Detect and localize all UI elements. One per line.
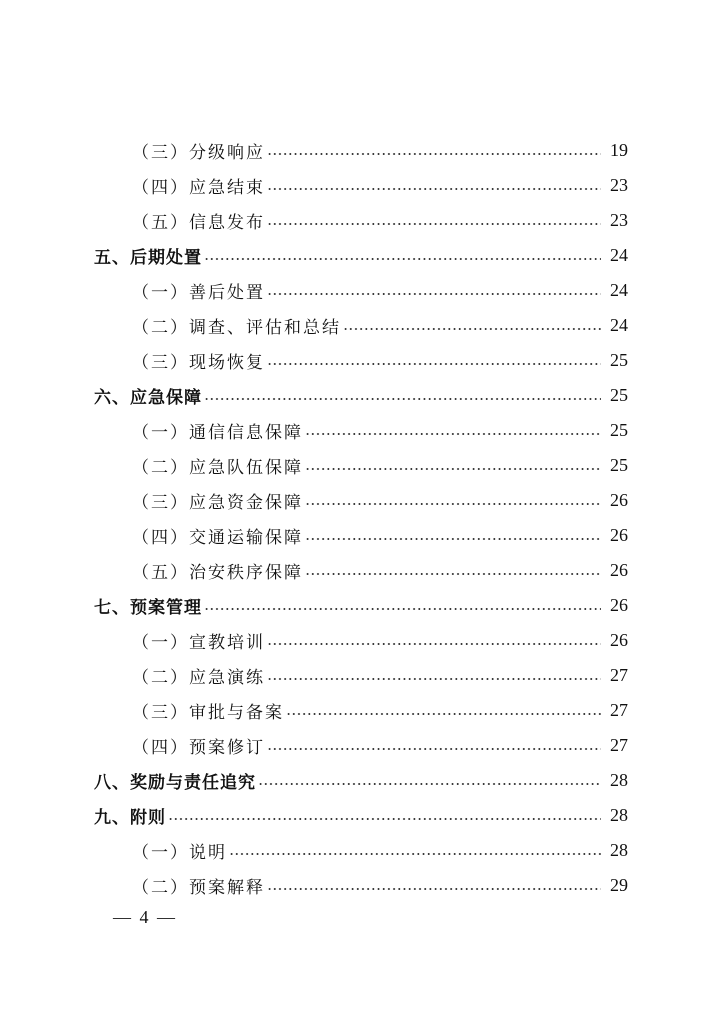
dot-leader [258, 783, 601, 785]
toc-entry-title: （三）审批与备案 [132, 703, 284, 723]
toc-entry-section-6-3 [0, 483, 724, 518]
dot-leader [267, 643, 601, 645]
dot-leader [267, 363, 601, 365]
toc-entry-title: （三）分级响应 [132, 143, 265, 163]
toc-entry-page: 25 [610, 350, 628, 370]
toc-entry-page: 25 [610, 420, 628, 440]
toc-entry-page: 28 [610, 770, 628, 790]
toc-entry-title: （三）应急资金保障 [132, 493, 303, 513]
toc-entry-page: 26 [610, 560, 628, 580]
dot-leader [267, 153, 601, 155]
dot-leader [343, 328, 601, 330]
dot-leader [267, 678, 601, 680]
toc-entry-section-7-1 [0, 623, 724, 658]
toc-entry-section-6-2 [0, 448, 724, 483]
dot-leader [305, 433, 601, 435]
toc-entry-title: （一）通信信息保障 [132, 423, 303, 443]
table-of-contents [0, 133, 724, 903]
dot-leader [305, 468, 601, 470]
toc-chapter-6 [0, 378, 724, 413]
toc-entry-page: 25 [610, 455, 628, 475]
toc-entry-title: （二）预案解释 [132, 878, 265, 898]
toc-chapter-8 [0, 763, 724, 798]
toc-chapter-title: 七、预案管理 [94, 598, 202, 618]
toc-entry-section-9-1 [0, 833, 724, 868]
toc-entry-page: 27 [610, 735, 628, 755]
toc-entry-section-9-2 [0, 868, 724, 903]
toc-chapter-title: 八、奖励与责任追究 [94, 773, 256, 793]
dot-leader [305, 538, 601, 540]
toc-entry-page: 27 [610, 700, 628, 720]
toc-entry-section-6-4 [0, 518, 724, 553]
toc-entry-page: 29 [610, 875, 628, 895]
dot-leader [229, 853, 601, 855]
dot-leader [267, 293, 601, 295]
toc-entry-page: 26 [610, 490, 628, 510]
page-number: — 4 — [113, 907, 177, 927]
toc-entry-title: （五）治安秩序保障 [132, 563, 303, 583]
dot-leader [286, 713, 601, 715]
toc-entry-section-5-2 [0, 308, 724, 343]
toc-entry-section-5-3 [0, 343, 724, 378]
toc-entry-title: （五）信息发布 [132, 213, 265, 233]
toc-entry-title: （三）现场恢复 [132, 353, 265, 373]
toc-chapter-title: 九、附则 [94, 808, 166, 828]
toc-entry-page: 25 [610, 385, 628, 405]
dot-leader [267, 888, 601, 890]
dot-leader [267, 223, 601, 225]
dot-leader [204, 398, 601, 400]
dot-leader [267, 748, 601, 750]
toc-entry-page: 19 [610, 140, 628, 160]
dot-leader [305, 573, 601, 575]
toc-entry-title: （二）应急演练 [132, 668, 265, 688]
toc-entry-page: 28 [610, 840, 628, 860]
toc-entry-page: 24 [610, 245, 628, 265]
toc-entry-page: 28 [610, 805, 628, 825]
toc-entry-section-7-4 [0, 728, 724, 763]
toc-entry-section-7-2 [0, 658, 724, 693]
toc-entry-section-4-4 [0, 168, 724, 203]
toc-chapter-7 [0, 588, 724, 623]
toc-entry-title: （一）说明 [132, 843, 227, 863]
toc-entry-section-6-1 [0, 413, 724, 448]
toc-entry-section-5-1 [0, 273, 724, 308]
toc-entry-page: 26 [610, 595, 628, 615]
dot-leader [168, 818, 601, 820]
dot-leader [204, 258, 601, 260]
toc-chapter-5 [0, 238, 724, 273]
toc-entry-section-4-3 [0, 133, 724, 168]
toc-entry-title: （四）应急结束 [132, 178, 265, 198]
toc-entry-page: 26 [610, 525, 628, 545]
toc-entry-title: （二）调查、评估和总结 [132, 318, 341, 338]
dot-leader [204, 608, 601, 610]
toc-entry-title: （一）宣教培训 [132, 633, 265, 653]
toc-entry-title: （二）应急队伍保障 [132, 458, 303, 478]
toc-entry-page: 24 [610, 315, 628, 335]
toc-entry-title: （四）交通运输保障 [132, 528, 303, 548]
toc-chapter-9 [0, 798, 724, 833]
dot-leader [305, 503, 601, 505]
toc-entry-page: 26 [610, 630, 628, 650]
toc-entry-page: 23 [610, 210, 628, 230]
toc-entry-page: 23 [610, 175, 628, 195]
toc-chapter-title: 六、应急保障 [94, 388, 202, 408]
toc-entry-title: （一）善后处置 [132, 283, 265, 303]
toc-entry-page: 27 [610, 665, 628, 685]
toc-entry-section-4-5 [0, 203, 724, 238]
dot-leader [267, 188, 601, 190]
toc-entry-section-6-5 [0, 553, 724, 588]
toc-entry-section-7-3 [0, 693, 724, 728]
toc-entry-title: （四）预案修订 [132, 738, 265, 758]
toc-entry-page: 24 [610, 280, 628, 300]
toc-chapter-title: 五、后期处置 [94, 248, 202, 268]
